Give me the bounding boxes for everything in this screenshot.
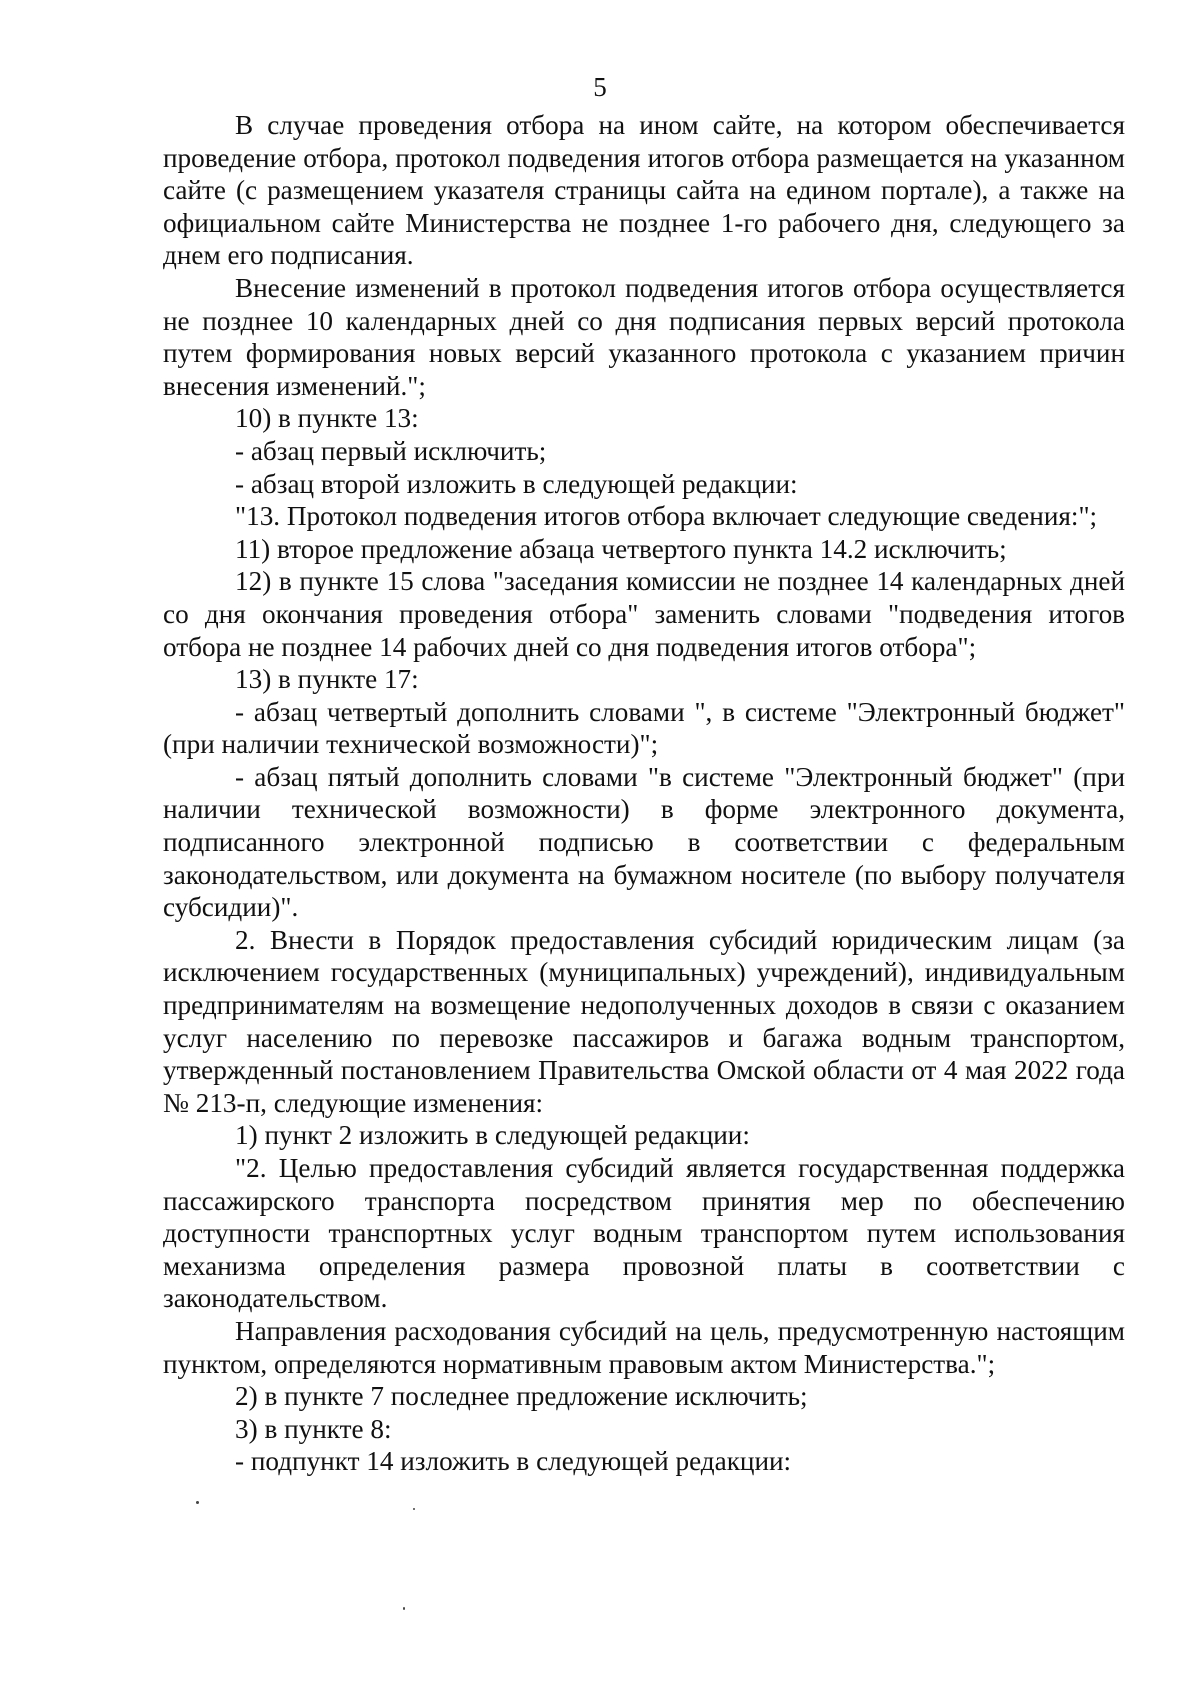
paragraph: - абзац второй изложить в следующей редакции: <box>235 468 798 499</box>
paragraph: 2) в пункте 7 последнее предложение исключить; <box>235 1381 808 1412</box>
paragraph: - абзац пятый дополнить словами "в системе "Электронный бюджет" (при наличии технической возможности) в форме электронного документа, подписанного электронной подписью в соответствии с федеральным законодательством, или документа на бумажном носителе (по выбору получателя субсидии)". <box>163 761 1125 923</box>
scan-speck <box>413 1508 415 1510</box>
paragraph: 2. Внести в Порядок предоставления субсидий юридическим лицам (за исключением государственных (муниципальных) учреждений), индивидуальным предпринимателям на возмещение недополученных доходов в связи с оказанием услуг населению по перевозке пассажиров и багажа водным транспортом, утвержденный постановлением Правительства Омской области от 4 мая 2022 года № 213-п, следующие изменения: <box>163 924 1125 1118</box>
paragraph: - абзац четвертый дополнить словами ", в системе "Электронный бюджет" (при наличии технической возможности)"; <box>163 696 1125 760</box>
paragraph: 12) в пункте 15 слова "заседания комиссии не позднее 14 календарных дней со дня окончания проведения отбора" заменить словами "подведения итогов отбора не позднее 14 рабочих дней со дня подведения итогов отбора"; <box>163 566 1125 662</box>
paragraph: - подпункт 14 изложить в следующей редакции: <box>235 1446 792 1477</box>
paragraph: Направления расходования субсидий на цель, предусмотренную настоящим пунктом, определяются нормативным правовым актом Министерства."; <box>163 1315 1125 1379</box>
paragraph: - абзац первый исключить; <box>235 435 547 466</box>
paragraph: 10) в пункте 13: <box>235 403 419 434</box>
paragraph: Внесение изменений в протокол подведения итогов отбора осуществляется не позднее 10 календарных дней со дня подписания первых версий протокола путем формирования новых версий указанного протокола с указанием причин внесения изменений."; <box>163 272 1125 401</box>
document-body <box>163 109 1125 1478</box>
paragraph: 11) второе предложение абзаца четвертого пункта 14.2 исключить; <box>235 533 1007 564</box>
scan-speck <box>196 1501 199 1504</box>
paragraph: "13. Протокол подведения итогов отбора включает следующие сведения:"; <box>235 501 1098 532</box>
scan-speck <box>403 1607 405 1610</box>
paragraph: 3) в пункте 8: <box>235 1413 392 1444</box>
paragraph: "2. Целью предоставления субсидий является государственная поддержка пассажирского транспорта посредством принятия мер по обеспечению доступности транспортных услуг водным транспортом путем использования механизма определения размера провозной платы в соответствии с законодательством. <box>163 1153 1125 1314</box>
paragraph: 13) в пункте 17: <box>235 664 419 695</box>
page-number: 5 <box>593 72 607 102</box>
paragraph: В случае проведения отбора на ином сайте, на котором обеспечивается проведение отбора, протокол подведения итогов отбора размещается на указанном сайте (с размещением указателя страницы сайта на едином портале), а также на официальном сайте Министерства не позднее 1-го рабочего дня, следующего за днем его подписания. <box>163 110 1125 271</box>
paragraph: 1) пункт 2 изложить в следующей редакции: <box>235 1120 750 1151</box>
